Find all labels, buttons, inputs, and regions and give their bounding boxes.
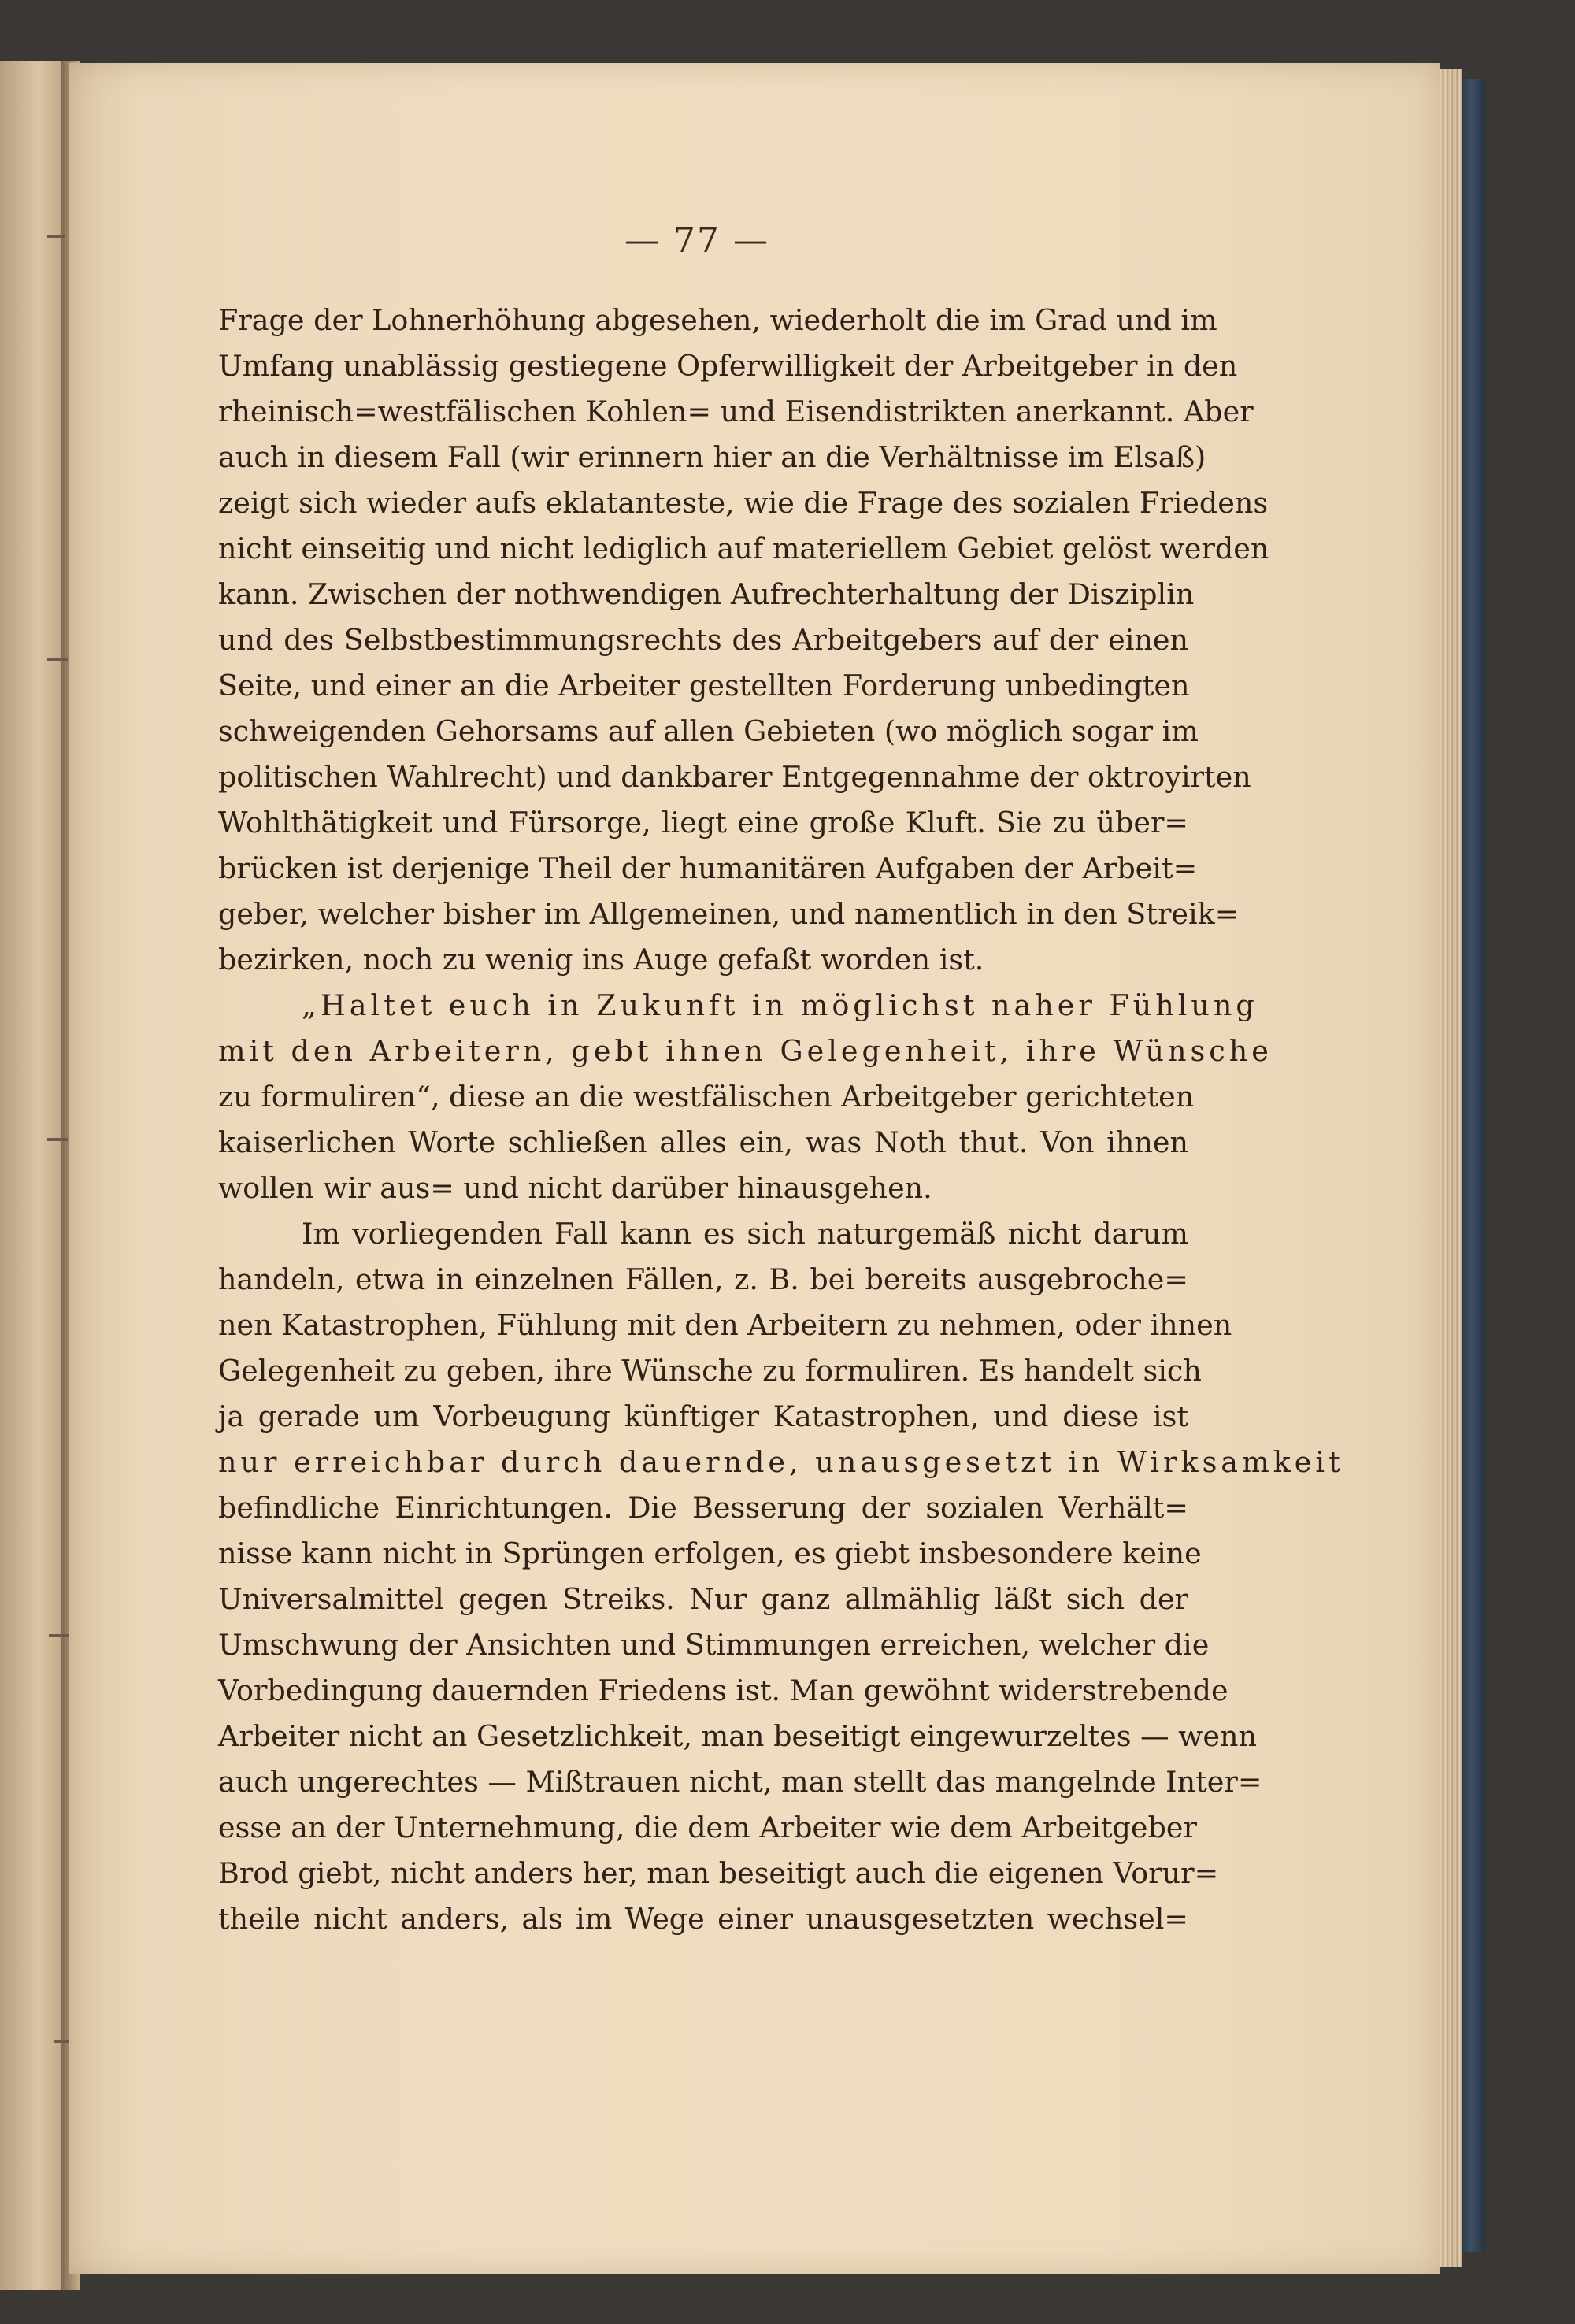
margin-mark [47,1138,68,1141]
text-line: Arbeiter nicht an Gesetzlichkeit, man beseitigt eingewurzeltes — wenn [218,1719,1258,1753]
text-line: Im vorliegenden Fall kann es sich naturgemäß nicht darum [302,1217,1188,1251]
facing-page-edge [0,61,69,2290]
text-line: Umfang unablässig gestiegene Opferwilligkeit der Arbeitgeber in den [218,349,1238,383]
text-line: nen Katastrophen, Fühlung mit den Arbeitern zu nehmen, oder ihnen [218,1308,1232,1342]
text-line: Umschwung der Ansichten und Stimmungen erreichen, welcher die [218,1628,1210,1662]
text-line: nicht einseitig und nicht lediglich auf materiellem Gebiet gelöst werden [218,532,1269,565]
text-line: politischen Wahlrecht) und dankbarer Entgegennahme der oktroyirten [218,760,1251,794]
text-line: Frage der Lohnerhöhung abgesehen, wiederholt die im Grad und im [218,303,1217,337]
text-line: geber, welcher bisher im Allgemeinen, und namentlich in den Streik= [218,897,1240,931]
text-line: Seite, und einer an die Arbeiter gestellten Forderung unbedingten [218,669,1190,702]
text-line: Vorbedingung dauernden Friedens ist. Man gewöhnt widerstrebende [218,1674,1228,1707]
page-number: — 77 — [624,221,769,261]
text-line: Universalmittel gegen Streiks. Nur ganz allmählig läßt sich der [218,1582,1188,1616]
margin-mark [47,658,68,661]
text-line: „Haltet euch in Zukunft in möglichst naher Fühlung [302,988,1258,1022]
text-line: Gelegenheit zu geben, ihre Wünsche zu formuliren. Es handelt sich [218,1354,1202,1388]
text-line: Wohlthätigkeit und Fürsorge, liegt eine große Kluft. Sie zu über= [218,806,1188,840]
text-line: auch in diesem Fall (wir erinnern hier an die Verhältnisse im Elsaß) [218,440,1206,474]
text-line: kaiserlichen Worte schließen alles ein, was Noth thut. Von ihnen [218,1125,1188,1159]
text-line: handeln, etwa in einzelnen Fällen, z. B. bei bereits ausgebroche= [218,1262,1188,1296]
text-line: kann. Zwischen der nothwendigen Aufrechterhaltung der Disziplin [218,577,1195,611]
text-line: theile nicht anders, als im Wege einer unausgesetzten wechsel= [218,1902,1188,1936]
text-line: und des Selbstbestimmungsrechts des Arbeitgebers auf der einen [218,623,1188,657]
text-line: bezirken, noch zu wenig ins Auge gefaßt worden ist. [218,943,984,977]
book-spine [1462,79,1485,2252]
body-text [218,298,1344,1942]
text-line: Brod giebt, nicht anders her, man beseitigt auch die eigenen Vorur= [218,1856,1219,1890]
text-line: rheinisch=westfälischen Kohlen= und Eisendistrikten anerkannt. Aber [218,395,1254,428]
text-line: schweigenden Gehorsams auf allen Gebieten (wo möglich sogar im [218,714,1199,748]
text-line: nisse kann nicht in Sprüngen erfolgen, es giebt insbesondere keine [218,1536,1202,1570]
text-line: mit den Arbeitern, gebt ihnen Gelegenheit, ihre Wünsche [218,1034,1273,1068]
text-line: zu formuliren“, diese an die westfälischen Arbeitgeber gerichteten [218,1080,1195,1114]
text-line: ja gerade um Vorbeugung künftiger Katastrophen, und diese ist [218,1399,1188,1433]
margin-mark [54,2040,69,2043]
text-line: esse an der Unternehmung, die dem Arbeiter wie dem Arbeitgeber [218,1811,1197,1844]
text-line: befindliche Einrichtungen. Die Besserung der sozialen Verhält= [218,1491,1188,1525]
text-line: auch ungerechtes — Mißtrauen nicht, man stellt das mangelnde Inter= [218,1765,1262,1799]
text-line: wollen wir aus= und nicht darüber hinausgehen. [218,1171,932,1205]
text-line: zeigt sich wieder aufs eklatanteste, wie die Frage des sozialen Friedens [218,486,1269,520]
text-line: brücken ist derjenige Theil der humanitären Aufgaben der Arbeit= [218,851,1198,885]
text-line: nur erreichbar durch dauernde, unausgesetzt in Wirksamkeit [218,1445,1344,1479]
page-stack-edge [1440,69,1462,2267]
margin-mark [49,1634,69,1637]
